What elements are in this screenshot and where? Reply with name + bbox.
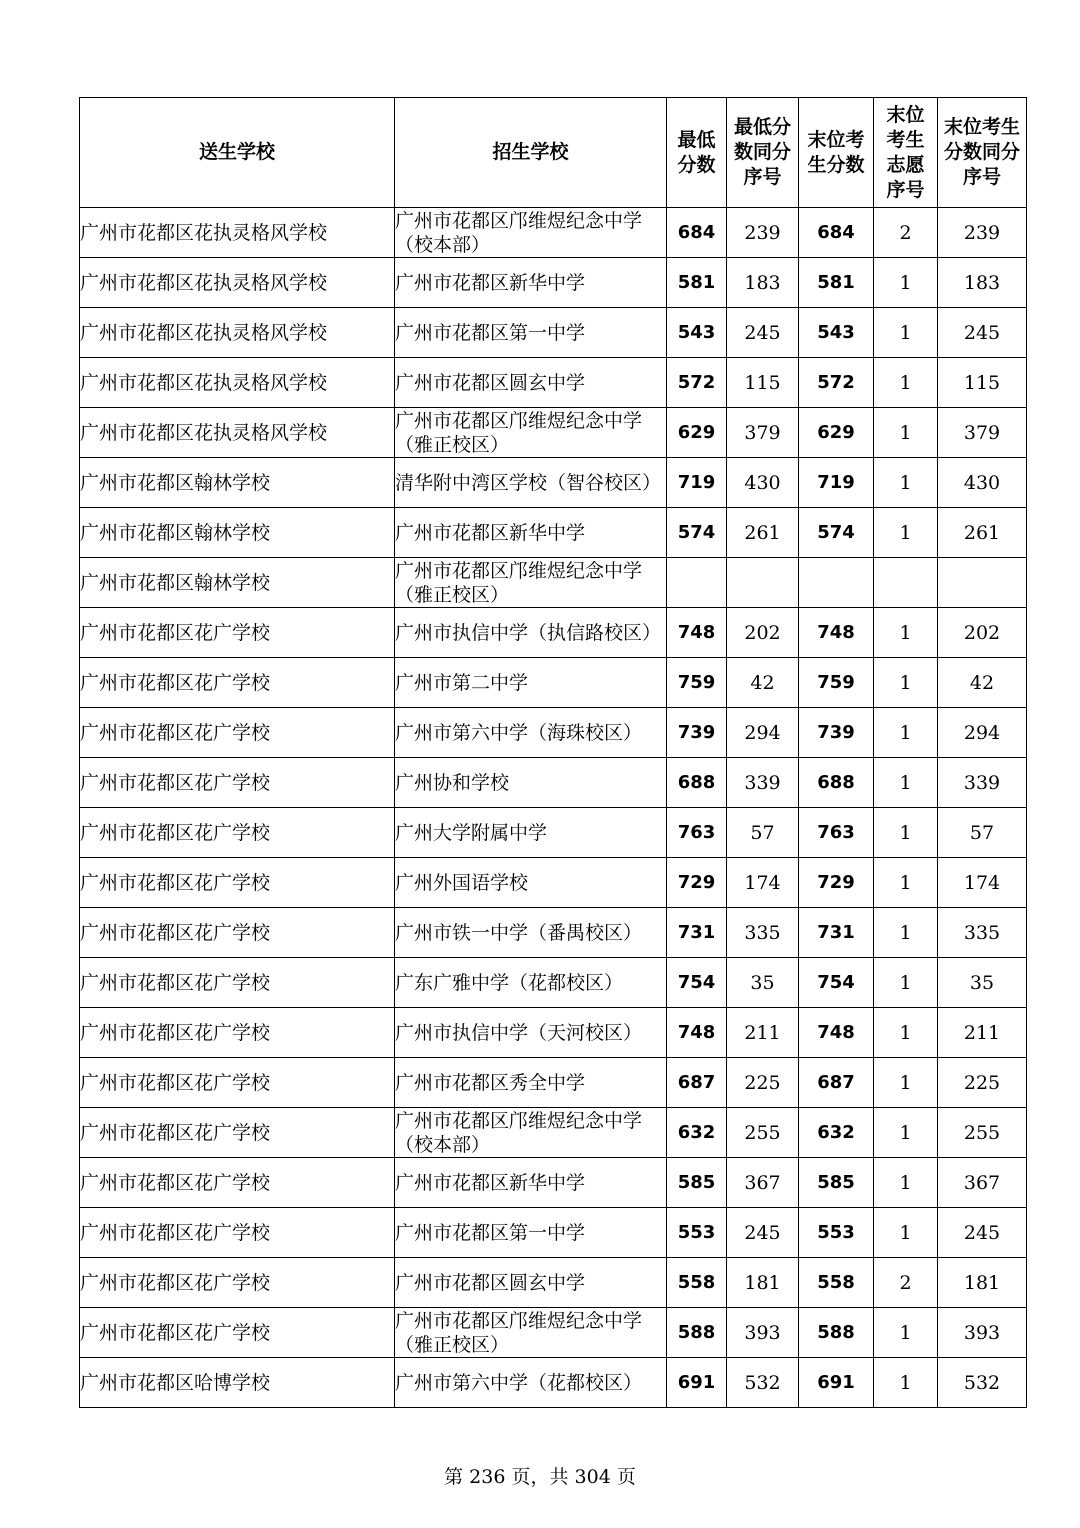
cell-wish-order: 1 [874,1308,938,1358]
cell-min-score-rank: 532 [727,1358,799,1408]
cell-min-score: 754 [667,958,727,1008]
cell-sender-school: 广州市花都区花广学校 [80,608,395,658]
cell-sender-school: 广州市花都区花执灵格风学校 [80,408,395,458]
cell-recruit-school: 广州市第六中学（花都校区） [395,1358,667,1408]
cell-min-score: 588 [667,1308,727,1358]
cell-sender-school: 广州市花都区花执灵格风学校 [80,258,395,308]
cell-wish-order: 1 [874,958,938,1008]
cell-wish-order: 1 [874,808,938,858]
cell-last-score: 572 [799,358,874,408]
cell-last-score-rank: 174 [938,858,1027,908]
cell-sender-school: 广州市花都区花执灵格风学校 [80,358,395,408]
cell-sender-school: 广州市花都区花广学校 [80,1208,395,1258]
cell-last-score-rank: 35 [938,958,1027,1008]
cell-sender-school: 广州市花都区花广学校 [80,1008,395,1058]
cell-sender-school: 广州市花都区翰林学校 [80,558,395,608]
cell-min-score-rank: 202 [727,608,799,658]
cell-last-score-rank: 261 [938,508,1027,558]
cell-sender-school: 广州市花都区花广学校 [80,758,395,808]
cell-last-score: 739 [799,708,874,758]
cell-sender-school: 广州市花都区翰林学校 [80,458,395,508]
cell-sender-school: 广州市花都区花广学校 [80,1108,395,1158]
cell-min-score: 687 [667,1058,727,1108]
cell-last-score-rank [938,558,1027,608]
cell-recruit-school: 广州市花都区圆玄中学 [395,1258,667,1308]
cell-last-score [799,558,874,608]
cell-last-score: 629 [799,408,874,458]
cell-min-score-rank: 335 [727,908,799,958]
cell-min-score: 763 [667,808,727,858]
cell-recruit-school: 广州市花都区邝维煜纪念中学（雅正校区） [395,408,667,458]
cell-last-score: 719 [799,458,874,508]
cell-recruit-school: 广州外国语学校 [395,858,667,908]
cell-min-score: 748 [667,608,727,658]
cell-sender-school: 广州市花都区翰林学校 [80,508,395,558]
cell-wish-order: 1 [874,258,938,308]
cell-min-score-rank: 245 [727,1208,799,1258]
table-row [80,358,1027,408]
cell-last-score-rank: 335 [938,908,1027,958]
cell-last-score: 585 [799,1158,874,1208]
table-row [80,408,1027,458]
cell-last-score-rank: 225 [938,1058,1027,1108]
cell-last-score-rank: 245 [938,308,1027,358]
table-header-row [80,98,1027,208]
table-body [80,208,1027,1408]
cell-last-score: 691 [799,1358,874,1408]
cell-sender-school: 广州市花都区花广学校 [80,808,395,858]
table-row [80,1108,1027,1158]
cell-last-score-rank: 239 [938,208,1027,258]
table-row [80,808,1027,858]
table-row [80,1308,1027,1358]
cell-min-score: 729 [667,858,727,908]
cell-recruit-school: 广州协和学校 [395,758,667,808]
cell-last-score: 688 [799,758,874,808]
cell-recruit-school: 广州市花都区秀全中学 [395,1058,667,1108]
cell-min-score: 731 [667,908,727,958]
cell-last-score: 759 [799,658,874,708]
cell-wish-order: 1 [874,758,938,808]
cell-min-score: 688 [667,758,727,808]
cell-sender-school: 广州市花都区花执灵格风学校 [80,208,395,258]
cell-wish-order: 1 [874,658,938,708]
cell-sender-school: 广州市花都区哈博学校 [80,1358,395,1408]
cell-wish-order: 1 [874,1358,938,1408]
table-row [80,858,1027,908]
cell-min-score: 719 [667,458,727,508]
cell-last-score-rank: 255 [938,1108,1027,1158]
cell-min-score: 629 [667,408,727,458]
cell-wish-order: 1 [874,508,938,558]
cell-min-score-rank: 294 [727,708,799,758]
cell-min-score-rank: 379 [727,408,799,458]
cell-min-score-rank: 35 [727,958,799,1008]
cell-sender-school: 广州市花都区花广学校 [80,1258,395,1308]
cell-last-score: 581 [799,258,874,308]
cell-min-score-rank: 57 [727,808,799,858]
table-row [80,308,1027,358]
cell-last-score: 684 [799,208,874,258]
cell-wish-order [874,558,938,608]
cell-min-score-rank [727,558,799,608]
cell-min-score-rank: 393 [727,1308,799,1358]
cell-wish-order: 1 [874,858,938,908]
cell-recruit-school: 广州市第六中学（海珠校区） [395,708,667,758]
cell-recruit-school: 广州大学附属中学 [395,808,667,858]
table-row [80,908,1027,958]
cell-recruit-school: 广州市花都区邝维煜纪念中学（校本部） [395,208,667,258]
cell-min-score: 748 [667,1008,727,1058]
table-row [80,558,1027,608]
cell-recruit-school: 广州市花都区圆玄中学 [395,358,667,408]
table-row [80,1208,1027,1258]
cell-min-score [667,558,727,608]
cell-recruit-school: 广州市第二中学 [395,658,667,708]
cell-last-score-rank: 183 [938,258,1027,308]
cell-min-score: 759 [667,658,727,708]
table-row [80,208,1027,258]
cell-min-score: 632 [667,1108,727,1158]
cell-wish-order: 1 [874,708,938,758]
cell-wish-order: 1 [874,1108,938,1158]
cell-last-score: 748 [799,1008,874,1058]
cell-recruit-school: 广州市执信中学（天河校区） [395,1008,667,1058]
cell-last-score: 687 [799,1058,874,1108]
cell-wish-order: 1 [874,908,938,958]
page-number-footer: 第 236 页，共 304 页 [444,1466,636,1488]
cell-last-score-rank: 211 [938,1008,1027,1058]
cell-wish-order: 2 [874,1258,938,1308]
table-row [80,658,1027,708]
cell-min-score: 574 [667,508,727,558]
cell-last-score: 754 [799,958,874,1008]
cell-last-score: 543 [799,308,874,358]
cell-sender-school: 广州市花都区花广学校 [80,908,395,958]
cell-recruit-school: 广州市花都区邝维煜纪念中学（校本部） [395,1108,667,1158]
cell-min-score-rank: 115 [727,358,799,408]
table-row [80,1008,1027,1058]
cell-last-score-rank: 532 [938,1358,1027,1408]
cell-min-score: 585 [667,1158,727,1208]
cell-last-score: 731 [799,908,874,958]
cell-min-score: 553 [667,1208,727,1258]
cell-min-score: 572 [667,358,727,408]
cell-min-score-rank: 174 [727,858,799,908]
cell-last-score-rank: 339 [938,758,1027,808]
cell-wish-order: 1 [874,1008,938,1058]
cell-last-score-rank: 42 [938,658,1027,708]
cell-min-score-rank: 181 [727,1258,799,1308]
cell-sender-school: 广州市花都区花广学校 [80,1058,395,1108]
header-last-score: 末位考生分数 [799,98,874,208]
cell-min-score: 543 [667,308,727,358]
table-row [80,508,1027,558]
header-last-score-rank: 末位考生分数同分序号 [938,98,1027,208]
cell-last-score: 748 [799,608,874,658]
admission-score-table [79,97,1027,1408]
cell-last-score: 574 [799,508,874,558]
cell-last-score: 729 [799,858,874,908]
header-sender-school: 送生学校 [80,98,395,208]
table-row [80,1058,1027,1108]
cell-recruit-school: 广州市花都区新华中学 [395,508,667,558]
cell-min-score-rank: 42 [727,658,799,708]
cell-last-score-rank: 367 [938,1158,1027,1208]
cell-wish-order: 1 [874,1058,938,1108]
table-row [80,608,1027,658]
header-min-score-rank: 最低分数同分序号 [727,98,799,208]
cell-min-score: 581 [667,258,727,308]
cell-wish-order: 1 [874,1208,938,1258]
table-row [80,958,1027,1008]
cell-last-score-rank: 202 [938,608,1027,658]
cell-last-score-rank: 245 [938,1208,1027,1258]
cell-recruit-school: 广州市花都区新华中学 [395,1158,667,1208]
cell-wish-order: 1 [874,358,938,408]
cell-min-score-rank: 225 [727,1058,799,1108]
cell-last-score-rank: 294 [938,708,1027,758]
cell-min-score: 691 [667,1358,727,1408]
cell-min-score: 558 [667,1258,727,1308]
cell-last-score-rank: 57 [938,808,1027,858]
cell-last-score-rank: 430 [938,458,1027,508]
cell-wish-order: 1 [874,1158,938,1208]
cell-last-score: 588 [799,1308,874,1358]
cell-min-score: 739 [667,708,727,758]
cell-sender-school: 广州市花都区花广学校 [80,708,395,758]
cell-last-score-rank: 115 [938,358,1027,408]
cell-wish-order: 1 [874,408,938,458]
cell-wish-order: 1 [874,608,938,658]
cell-recruit-school: 广州市花都区新华中学 [395,258,667,308]
cell-sender-school: 广州市花都区花广学校 [80,958,395,1008]
cell-last-score: 632 [799,1108,874,1158]
table-row [80,458,1027,508]
table-row [80,258,1027,308]
cell-min-score-rank: 239 [727,208,799,258]
table-row [80,708,1027,758]
cell-recruit-school: 广州市花都区邝维煜纪念中学（雅正校区） [395,1308,667,1358]
cell-min-score-rank: 211 [727,1008,799,1058]
cell-sender-school: 广州市花都区花广学校 [80,1158,395,1208]
header-last-wish-order: 末位考生志愿序号 [874,98,938,208]
table-row [80,1358,1027,1408]
cell-last-score-rank: 181 [938,1258,1027,1308]
cell-min-score-rank: 339 [727,758,799,808]
cell-recruit-school: 清华附中湾区学校（智谷校区） [395,458,667,508]
cell-last-score: 763 [799,808,874,858]
header-min-score: 最低分数 [667,98,727,208]
cell-sender-school: 广州市花都区花广学校 [80,658,395,708]
cell-min-score-rank: 183 [727,258,799,308]
cell-sender-school: 广州市花都区花广学校 [80,1308,395,1358]
cell-recruit-school: 广州市执信中学（执信路校区） [395,608,667,658]
cell-recruit-school: 广东广雅中学（花都校区） [395,958,667,1008]
cell-sender-school: 广州市花都区花执灵格风学校 [80,308,395,358]
cell-last-score: 553 [799,1208,874,1258]
cell-recruit-school: 广州市花都区第一中学 [395,1208,667,1258]
cell-last-score: 558 [799,1258,874,1308]
cell-min-score-rank: 261 [727,508,799,558]
cell-min-score-rank: 430 [727,458,799,508]
cell-min-score: 684 [667,208,727,258]
cell-recruit-school: 广州市铁一中学（番禺校区） [395,908,667,958]
cell-wish-order: 1 [874,308,938,358]
cell-wish-order: 1 [874,458,938,508]
cell-recruit-school: 广州市花都区第一中学 [395,308,667,358]
table-row [80,758,1027,808]
cell-last-score-rank: 393 [938,1308,1027,1358]
cell-recruit-school: 广州市花都区邝维煜纪念中学（雅正校区） [395,558,667,608]
cell-sender-school: 广州市花都区花广学校 [80,858,395,908]
cell-min-score-rank: 367 [727,1158,799,1208]
cell-last-score-rank: 379 [938,408,1027,458]
cell-wish-order: 2 [874,208,938,258]
header-recruit-school: 招生学校 [395,98,667,208]
cell-min-score-rank: 245 [727,308,799,358]
table-row [80,1258,1027,1308]
cell-min-score-rank: 255 [727,1108,799,1158]
table-row [80,1158,1027,1208]
